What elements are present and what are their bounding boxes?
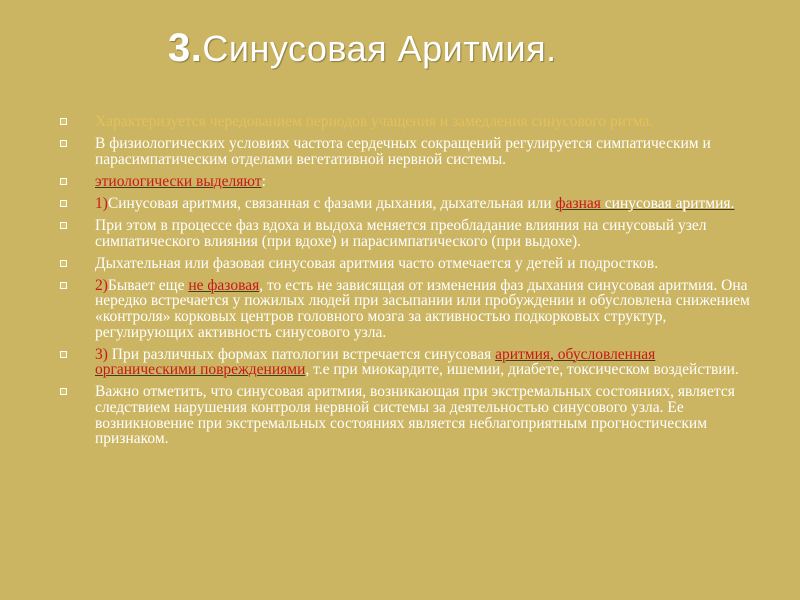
bullet-marker-icon <box>60 140 67 147</box>
bullet-item-7 <box>60 278 760 340</box>
bullet-text: Бывает еще <box>107 276 189 294</box>
bullet-marker-icon <box>60 351 67 358</box>
bullet-marker-icon <box>60 118 67 125</box>
bullet-list <box>60 114 760 453</box>
bullet-text: Характеризуется чередованием периодов учащения и замедления синусового ритма. <box>95 113 654 130</box>
bullet-text: Важно отметить, что синусовая аритмия, возникающая при экстремальных состояниях, является следствием нарушения контроля нервной системы за деятельностью синусового узла. Ее возникновение при экстремальных состояниях является неблагоприятным прогностическим признаком. <box>95 383 735 448</box>
bullet-item-6 <box>60 256 760 272</box>
bullet-marker-icon <box>60 388 67 395</box>
bullet-item-5 <box>60 218 760 249</box>
highlight-text: фазная <box>555 194 601 212</box>
slide-title <box>168 26 557 71</box>
bullet-marker-icon <box>60 260 67 267</box>
bullet-item-8 <box>60 347 760 378</box>
bullet-marker-icon <box>60 282 67 289</box>
bullet-text: Дыхательная или фазовая синусовая аритмия часто отмечается у детей и подростков. <box>95 254 659 272</box>
list-number: 1) <box>95 194 108 212</box>
bullet-item-4 <box>60 196 760 212</box>
bullet-item-1 <box>60 114 760 130</box>
highlight-text: этиологически выделяют <box>95 172 262 190</box>
list-number: 3) <box>95 345 108 363</box>
bullet-item-9 <box>60 384 760 446</box>
highlight-text: аритмия, обусловленная органическими повреждениями <box>95 345 656 379</box>
underlined-text: синусовая аритмия. <box>600 194 735 212</box>
bullet-marker-icon <box>60 178 67 185</box>
bullet-text: : <box>261 172 266 190</box>
list-number: 2) <box>95 276 108 294</box>
bullet-marker-icon <box>60 200 67 207</box>
title-number: 3. <box>168 26 203 70</box>
title-text: Синусовая Аритмия. <box>202 28 557 69</box>
bullet-text: При этом в процессе фаз вдоха и выдоха меняется преобладание влияния на синусовый узел симпатического влияния (при вдохе) и парасимпатического (при выдохе). <box>95 216 707 250</box>
bullet-marker-icon <box>60 222 67 229</box>
bullet-item-3 <box>60 174 760 190</box>
bullet-item-2 <box>60 136 760 167</box>
bullet-text: Синусовая аритмия, связанная с фазами дыхания, дыхательная или <box>107 194 556 212</box>
bullet-text: В физиологических условиях частота сердечных сокращений регулируется симпатическим и парасимпатическим отделами вегетативной нервной системы. <box>95 135 711 168</box>
bullet-text: При различных формах патологии встречается синусовая <box>107 345 496 363</box>
bullet-text: , то есть не зависящая от изменения фаз дыхания синусовая аритмия. Она нередко встречается у пожилых людей при засыпании или пробуждении и обусловлена снижением «контроля» корковых центров головного мозга за активностью подкорковых структур, регулирующих активность синусового узла. <box>95 276 750 341</box>
highlight-text: не фазовая <box>188 276 260 294</box>
bullet-text: , т.е при миокардите, ишемии, диабете, токсическом воздействии. <box>305 361 739 379</box>
